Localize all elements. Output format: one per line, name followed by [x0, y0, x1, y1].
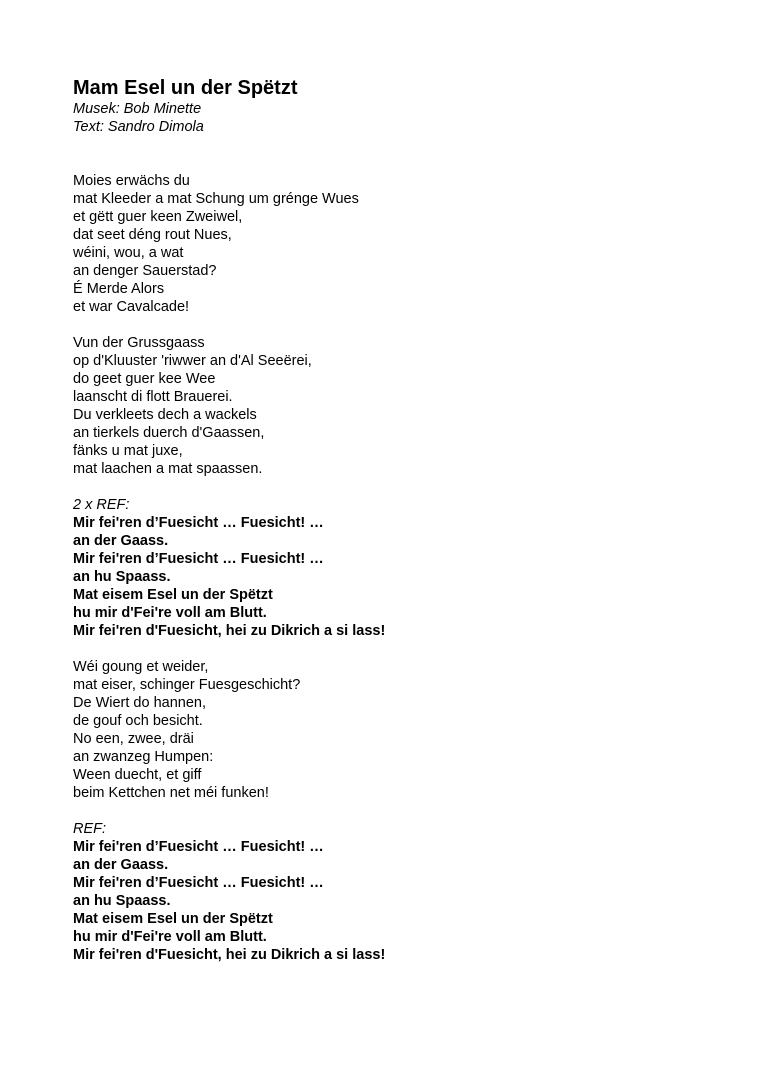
refrain-line: hu mir d'Fei're voll am Blutt. — [73, 605, 267, 621]
verse-2 — [73, 334, 733, 478]
song-title: Mam Esel un der Spëtzt — [73, 77, 298, 99]
verse-line: laanscht di flott Brauerei. — [73, 389, 233, 405]
refrain-line: Mir fei'ren d’Fuesicht … Fuesicht! … — [73, 551, 324, 567]
refrain-line: Mir fei'ren d'Fuesicht, hei zu Dikrich a si lass! — [73, 947, 386, 963]
verse-line: Moies erwächs du — [73, 173, 190, 189]
spacer — [73, 640, 733, 658]
verse-line: Wéi goung et weider, — [73, 659, 209, 675]
refrain-1 — [73, 496, 733, 640]
verse-line: De Wiert do hannen, — [73, 695, 206, 711]
refrain-line: Mir fei'ren d’Fuesicht … Fuesicht! … — [73, 839, 324, 855]
refrain-line: an der Gaass. — [73, 533, 169, 549]
verse-line: mat Kleeder a mat Schung um grénge Wues — [73, 191, 359, 207]
refrain-line: an hu Spaass. — [73, 893, 171, 909]
verse-line: an denger Sauerstad? — [73, 263, 217, 279]
song-sheet — [73, 76, 733, 964]
verse-3 — [73, 658, 733, 802]
refrain-line: hu mir d'Fei're voll am Blutt. — [73, 929, 267, 945]
verse-line: É Merde Alors — [73, 281, 165, 297]
spacer — [73, 136, 733, 172]
verse-line: Ween duecht, et giff — [73, 767, 202, 783]
refrain-label: REF: — [73, 821, 107, 837]
verse-line: mat eiser, schinger Fuesgeschicht? — [73, 677, 301, 693]
refrain-line: Mat eisem Esel un der Spëtzt — [73, 587, 273, 603]
music-credit: Musek: Bob Minette — [73, 101, 202, 117]
refrain-label: 2 x REF: — [73, 497, 130, 513]
verse-line: beim Kettchen net méi funken! — [73, 785, 269, 801]
verse-line: dat seet déng rout Nues, — [73, 227, 232, 243]
verse-line: wéini, wou, a wat — [73, 245, 184, 261]
spacer — [73, 316, 733, 334]
spacer — [73, 478, 733, 496]
refrain-line: an der Gaass. — [73, 857, 169, 873]
verse-line: No een, zwee, dräi — [73, 731, 194, 747]
refrain-line: Mir fei'ren d'Fuesicht, hei zu Dikrich a si lass! — [73, 623, 386, 639]
spacer — [73, 802, 733, 820]
refrain-2 — [73, 820, 733, 964]
verse-line: op d'Kluuster 'riwwer an d'Al Seeërei, — [73, 353, 312, 369]
verse-line: fänks u mat juxe, — [73, 443, 183, 459]
refrain-line: Mat eisem Esel un der Spëtzt — [73, 911, 273, 927]
verse-line: mat laachen a mat spaassen. — [73, 461, 263, 477]
refrain-line: Mir fei'ren d’Fuesicht … Fuesicht! … — [73, 515, 324, 531]
text-credit: Text: Sandro Dimola — [73, 119, 204, 135]
verse-1 — [73, 172, 733, 316]
verse-line: do geet guer kee Wee — [73, 371, 216, 387]
refrain-line: an hu Spaass. — [73, 569, 171, 585]
verse-line: an zwanzeg Humpen: — [73, 749, 214, 765]
verse-line: et gëtt guer keen Zweiwel, — [73, 209, 243, 225]
verse-line: de gouf och besicht. — [73, 713, 203, 729]
refrain-line: Mir fei'ren d’Fuesicht … Fuesicht! … — [73, 875, 324, 891]
verse-line: Vun der Grussgaass — [73, 335, 205, 351]
verse-line: Du verkleets dech a wackels — [73, 407, 257, 423]
verse-line: an tierkels duerch d'Gaassen, — [73, 425, 265, 441]
verse-line: et war Cavalcade! — [73, 299, 190, 315]
